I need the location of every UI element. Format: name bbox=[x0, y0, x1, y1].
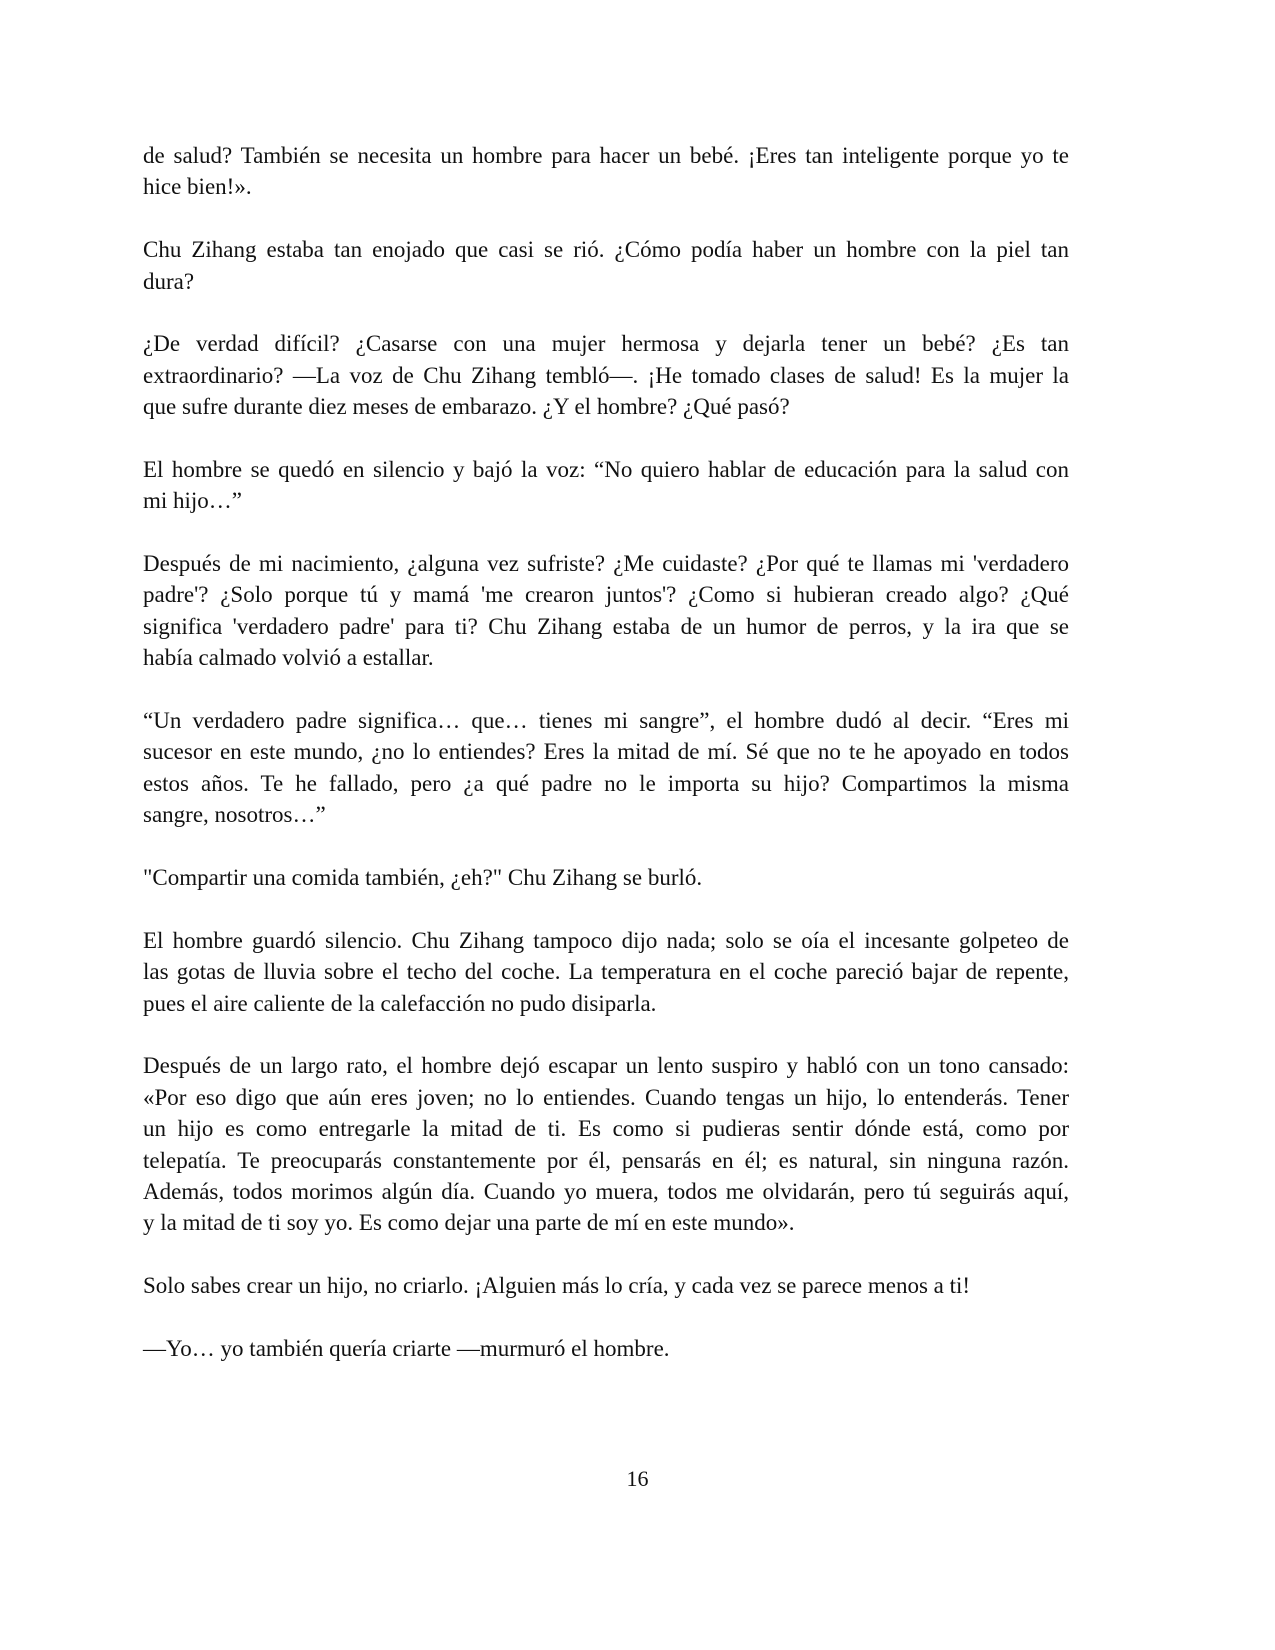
text-line: "Compartir una comida también, ¿eh?" Chu Zihang se burló. bbox=[143, 864, 703, 890]
text-line: significa 'verdadero padre' para ti? Chu Zihang estaba de un humor de perros, y la ira que se bbox=[143, 613, 1069, 639]
text-line: las gotas de lluvia sobre el techo del coche. La temperatura en el coche pareció bajar de repente, bbox=[143, 959, 1069, 985]
text-line: estos años. Te he fallado, pero ¿a qué padre no le importa su hijo? Compartimos la misma bbox=[143, 770, 1069, 796]
text-line: ¿De verdad difícil? ¿Casarse con una mujer hermosa y dejarla tener un bebé? ¿Es tan bbox=[143, 331, 1069, 357]
paragraph bbox=[143, 1270, 1069, 1301]
page-number: 16 bbox=[626, 1466, 649, 1491]
text-line: «Por eso digo que aún eres joven; no lo entiendes. Cuando tengas un hijo, lo entenderás. Tener bbox=[143, 1084, 1069, 1110]
paragraph bbox=[143, 1050, 1069, 1238]
text-line: extraordinario? —La voz de Chu Zihang tembló—. ¡He tomado clases de salud! Es la mujer la bbox=[143, 362, 1069, 388]
paragraph bbox=[143, 328, 1069, 422]
text-line: que sufre durante diez meses de embarazo. ¿Y el hombre? ¿Qué pasó? bbox=[143, 394, 790, 420]
paragraph bbox=[143, 705, 1069, 831]
text-line: sucesor en este mundo, ¿no lo entiendes? Eres la mitad de mí. Sé que no te he apoyado en todos bbox=[143, 739, 1069, 765]
text-line: telepatía. Te preocuparás constantemente por él, pensarás en él; es natural, sin ninguna razón. bbox=[143, 1147, 1069, 1173]
text-line: sangre, nosotros…” bbox=[143, 802, 326, 828]
text-line: El hombre guardó silencio. Chu Zihang tampoco dijo nada; solo se oía el incesante golpeteo de bbox=[143, 927, 1069, 953]
paragraph bbox=[143, 925, 1069, 1019]
text-line: padre'? ¿Solo porque tú y mamá 'me crearon juntos'? ¿Como si hubieran creado algo? ¿Qué bbox=[143, 582, 1069, 608]
document-body bbox=[143, 140, 1069, 1396]
text-line: de salud? También se necesita un hombre para hacer un bebé. ¡Eres tan inteligente porque yo te bbox=[143, 143, 1069, 168]
text-line: Chu Zihang estaba tan enojado que casi se rió. ¿Cómo podía haber un hombre con la piel tan bbox=[143, 237, 1069, 263]
text-line: Después de mi nacimiento, ¿alguna vez sufriste? ¿Me cuidaste? ¿Por qué te llamas mi 'verdadero bbox=[143, 551, 1069, 577]
paragraph bbox=[143, 548, 1069, 674]
text-line: y la mitad de ti soy yo. Es como dejar una parte de mí en este mundo». bbox=[143, 1210, 795, 1236]
text-line: mi hijo…” bbox=[143, 488, 243, 514]
text-line: Después de un largo rato, el hombre dejó escapar un lento suspiro y habló con un tono cansado: bbox=[143, 1053, 1069, 1079]
text-line: “Un verdadero padre significa… que… tienes mi sangre”, el hombre dudó al decir. “Eres mi bbox=[143, 708, 1069, 734]
text-line: —Yo… yo también quería criarte —murmuró el hombre. bbox=[143, 1335, 670, 1361]
paragraph bbox=[143, 234, 1069, 297]
text-line: dura? bbox=[143, 268, 195, 294]
paragraph bbox=[143, 454, 1069, 517]
text-line: había calmado volvió a estallar. bbox=[143, 645, 434, 671]
paragraph bbox=[143, 1333, 1069, 1364]
text-line: un hijo es como entregarle la mitad de ti. Es como si pudieras sentir dónde está, como por bbox=[143, 1116, 1069, 1142]
paragraph bbox=[143, 140, 1069, 203]
text-line: Además, todos morimos algún día. Cuando yo muera, todos me olvidarán, pero tú seguirás aquí, bbox=[143, 1178, 1069, 1204]
text-line: Solo sabes crear un hijo, no criarlo. ¡Alguien más lo cría, y cada vez se parece menos a ti! bbox=[143, 1273, 971, 1299]
text-line: El hombre se quedó en silencio y bajó la voz: “No quiero hablar de educación para la salud con bbox=[143, 456, 1069, 482]
paragraph bbox=[143, 862, 1069, 893]
text-line: pues el aire caliente de la calefacción no pudo disiparla. bbox=[143, 990, 657, 1016]
text-line: hice bien!». bbox=[143, 174, 252, 200]
